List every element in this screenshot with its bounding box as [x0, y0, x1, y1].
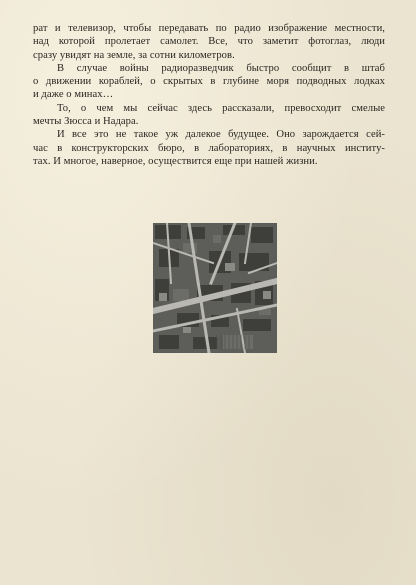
text-line: В случае войны радиоразведчик быстро сообщит в штаб	[57, 62, 385, 74]
text-line: и даже о минах…	[33, 89, 114, 101]
paragraph-1	[33, 22, 385, 62]
paragraph-4	[33, 128, 385, 168]
text-line: рат и телевизор, чтобы передавать по радио изображение местности,	[33, 23, 385, 34]
text-line: о движении кораблей, о скрытых в глубине моря подводных лодках	[33, 76, 385, 88]
paragraph-2	[33, 62, 385, 102]
text-line: час в конструкторских бюро, в лабораториях, в научных институ-	[33, 142, 385, 154]
body-text	[33, 22, 385, 168]
paragraph-3	[33, 102, 385, 129]
text-line: над которой пролетает самолет. Все, что заметит фотоглаз, люди	[33, 36, 385, 48]
text-line: тах. И многое, наверное, осуществится еще при нашей жизни.	[33, 155, 318, 167]
text-line: И все это не такое уж далекое будущее. Оно зарождается сей-	[57, 129, 385, 141]
aerial-photo-image	[153, 223, 277, 353]
text-line: мечты Зюсса и Надара.	[33, 116, 139, 128]
text-line: То, о чем мы сейчас здесь рассказали, превосходит смелые	[57, 102, 385, 114]
aerial-photo	[153, 223, 277, 353]
text-line: сразу увидят на земле, за сотни километров.	[33, 49, 235, 61]
